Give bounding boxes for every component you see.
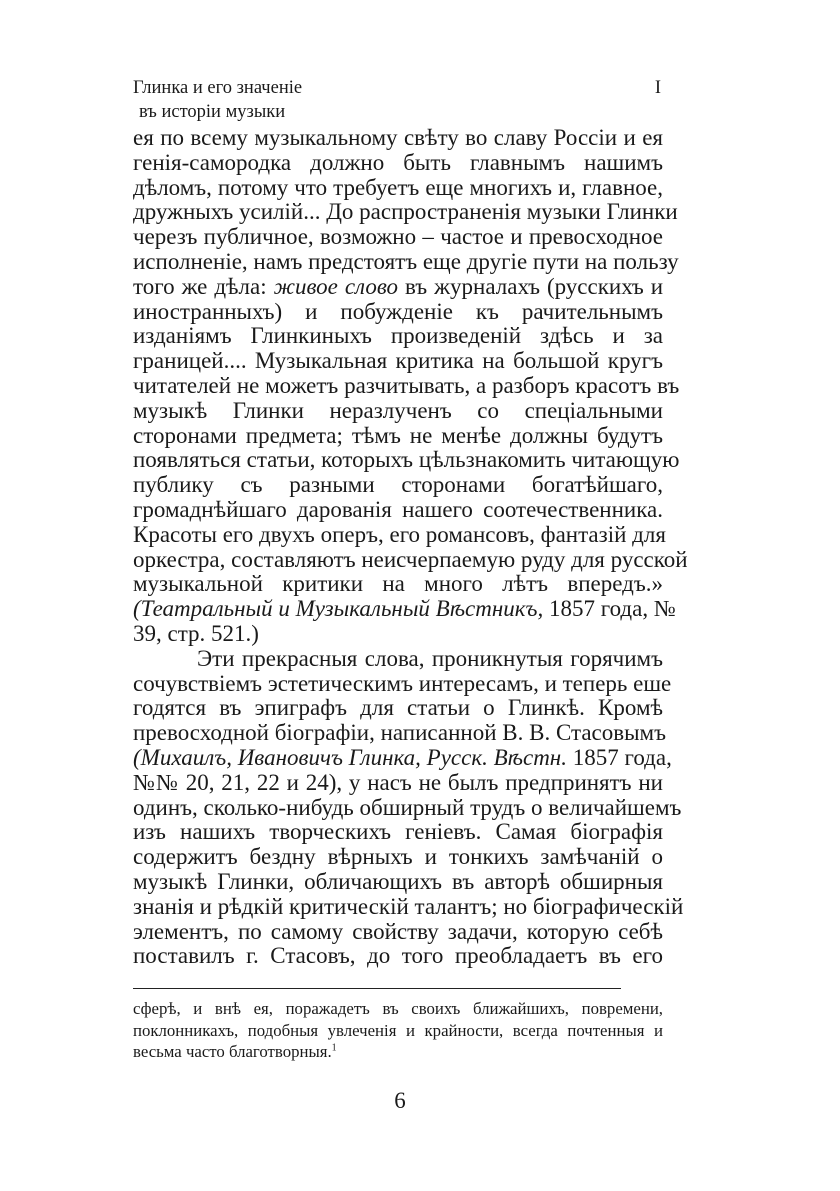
text-line: музыкальной критики на много лѣтъ впередъ.»	[133, 571, 663, 597]
citation-title: (Михаилъ, Ивановичъ Глинка, Русск. Вѣстн.	[133, 744, 567, 770]
text-line	[133, 744, 672, 771]
text-line: содержитъ бездну вѣрныхъ и тонкихъ замѣчаній о	[133, 844, 663, 870]
body-text	[133, 125, 688, 969]
footnote-line: сферѣ, и внѣ ея, поражадетъ въ своихъ ближайшихъ, повремени,	[133, 999, 663, 1018]
paragraph-start-line: Эти прекрасныя слова, проникнутыя горячимъ	[197, 645, 663, 671]
footnote-line	[133, 1041, 663, 1063]
text-line: изданіямъ Глинкиныхъ произведеній здѣсь и за	[133, 323, 663, 349]
text-line: исполненіе, намъ предстоятъ еще другіе пути на пользу	[133, 248, 679, 274]
text-line: сочувствіемъ эстетическимъ интересамъ, и теперь еше	[133, 670, 672, 696]
text-line: границей.... Музыкальная критика на большой кругъ	[133, 348, 663, 374]
text-run: въ журналахъ (русскихъ и	[398, 273, 664, 299]
text-line: музыкѣ Глинки неразлученъ со спеціальными	[133, 397, 663, 423]
text-line: генія-самородка должно быть главнымъ нашимъ	[133, 149, 663, 175]
text-line: дружныхъ усилій... До распространенія музыки Глинки	[133, 199, 678, 225]
text-line: черезъ публичное, возможно – частое и превосходное	[133, 224, 663, 250]
text-run: 1857 года,	[566, 744, 672, 770]
text-line	[133, 275, 663, 300]
page-number: 6	[394, 1088, 406, 1113]
text-line: ея по всему музыкальному свѣту во славу Россіи и ея	[133, 125, 663, 150]
footnote-line: поклонникахъ, подобныя увлеченія и крайности, всегда почтенныя и	[133, 1020, 663, 1040]
footnote-marker: 1	[331, 1042, 337, 1054]
text-line: Красоты его двухъ оперъ, его романсовъ, фантазій для	[133, 521, 666, 547]
running-head	[133, 76, 661, 124]
text-line	[133, 596, 676, 622]
text-run: того же дѣла:	[133, 273, 274, 299]
text-line: музыкѣ Глинки, обличающихъ въ авторѣ обширныя	[133, 868, 663, 894]
text-line: поставилъ г. Стасовъ, до того преобладаетъ въ его	[133, 943, 663, 969]
text-line: годятся въ эпиграфъ для статьи о Глинкѣ. Кромѣ	[133, 695, 663, 721]
footnote-divider	[133, 988, 621, 989]
italic-phrase: живое слово	[273, 273, 399, 299]
text-line: дѣломъ, потому что требуетъ еще многихъ и, главное,	[133, 174, 663, 200]
footnote-text: весьма часто благотворныя.	[133, 1042, 332, 1062]
text-line: публику съ разными сторонами богатѣйшаго,	[133, 472, 663, 498]
text-line: сторонами предмета; тѣмъ не менѣе должны будутъ	[133, 422, 663, 448]
text-line: 39, стр. 521.)	[133, 620, 259, 646]
text-line: превосходной біографіи, написанной В. В. Стасовымъ	[133, 720, 666, 746]
text-line: изъ нашихъ творческихъ геніевъ. Самая біографія	[133, 819, 663, 845]
running-head-title-line1: Глинка и его значеніе	[133, 78, 303, 98]
text-line: элементъ, по самому свойству задачи, которую себѣ	[133, 918, 663, 944]
citation-title: (Театральный и Музыкальный Вѣстникъ,	[133, 596, 544, 622]
text-line: одинъ, сколько-нибудь обширный трудъ о величайшемъ	[133, 794, 682, 820]
text-line: громаднѣйшаго дарованія нашего соотечественника.	[133, 496, 663, 522]
running-head-title-line2: въ исторіи музыки	[139, 102, 286, 122]
text-line: появляться статьи, которыхъ цѣльзнакомить читающую	[133, 447, 680, 473]
chapter-number: I	[654, 78, 661, 98]
text-run: 1857 года, №	[543, 596, 676, 622]
text-line: №№ 20, 21, 22 и 24), у насъ не былъ предпринятъ ни	[133, 769, 663, 795]
footnote	[133, 998, 663, 1063]
text-line: читателей не можетъ разчитывать, а разборъ красотъ въ	[133, 372, 680, 398]
text-line: иностранныхъ) и побужденіе къ рачительнымъ	[133, 298, 663, 324]
text-line: знанія и рѣдкій критическій талантъ; но біографическій	[133, 893, 684, 919]
text-line: оркестра, составляютъ неисчерпаемую руду для русской	[133, 546, 688, 572]
